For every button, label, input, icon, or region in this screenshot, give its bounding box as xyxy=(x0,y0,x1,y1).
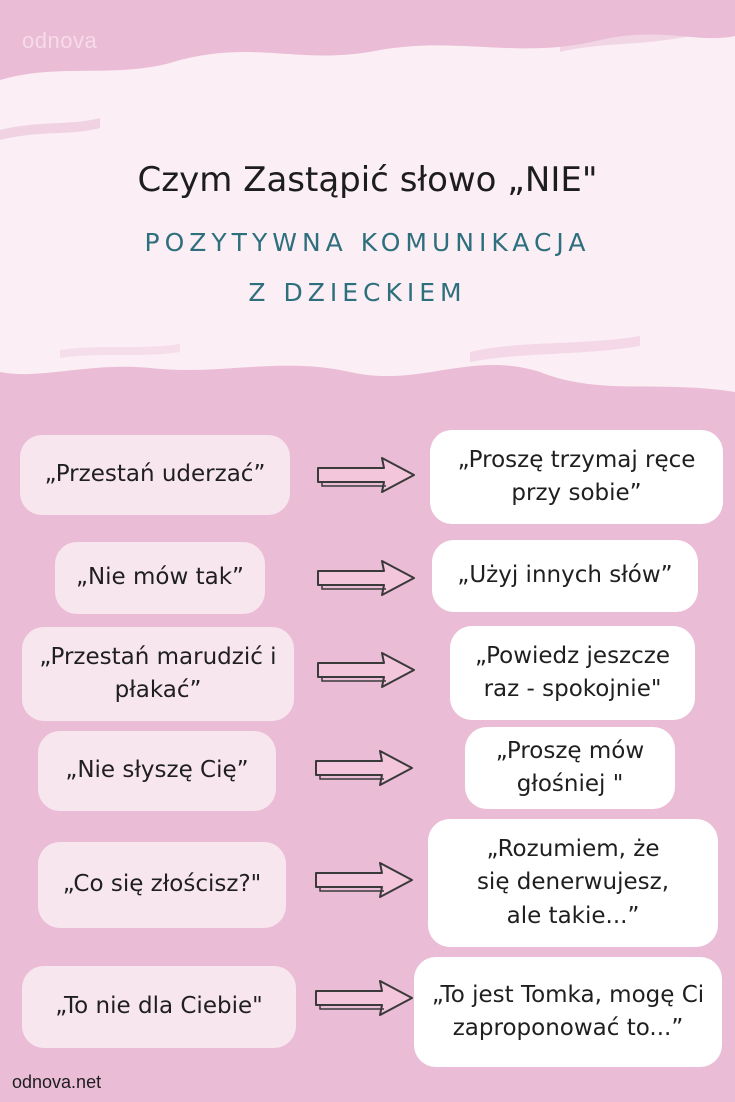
negative-phrase xyxy=(38,842,286,928)
subtitle-line-2: Z DZIECKIEM xyxy=(248,278,467,307)
positive-phrase xyxy=(414,957,722,1067)
negative-phrase-text: „Nie mów tak” xyxy=(76,564,244,591)
positive-phrase-text: „Rozumiem, że się denerwujesz, ale takie...” xyxy=(476,835,670,929)
negative-phrase xyxy=(55,542,265,614)
negative-phrase xyxy=(22,966,296,1048)
negative-phrase xyxy=(20,435,290,515)
page-title: Czym Zastąpić słowo „NIE" xyxy=(137,160,598,200)
brand-logo-top: odnova xyxy=(22,28,98,53)
negative-phrase xyxy=(38,731,276,811)
right-arrow-icon xyxy=(314,558,418,598)
right-arrow-icon xyxy=(314,455,418,495)
right-arrow-icon xyxy=(312,860,416,900)
negative-phrase-text: „Nie słyszę Cię” xyxy=(65,757,249,784)
subtitle-line-1: POZYTYWNA KOMUNIKACJA xyxy=(144,228,591,257)
right-arrow-icon xyxy=(312,978,416,1018)
positive-phrase-text: „Proszę mów głośniej " xyxy=(495,737,645,797)
positive-phrase xyxy=(465,727,675,809)
positive-phrase xyxy=(450,626,695,720)
positive-phrase xyxy=(428,819,718,947)
negative-phrase-text: „To nie dla Ciebie" xyxy=(55,993,263,1020)
positive-phrase-text: „Użyj innych słów” xyxy=(457,562,673,589)
positive-phrase xyxy=(432,540,698,612)
positive-phrase-text: „To jest Tomka, mogę Ci zaproponować to...” xyxy=(431,981,705,1041)
positive-phrase xyxy=(430,430,723,524)
right-arrow-icon xyxy=(312,748,416,788)
negative-phrase xyxy=(22,627,294,721)
positive-phrase-text: „Powiedz jeszcze raz - spokojnie" xyxy=(474,642,671,702)
negative-phrase-text: „Co się złościsz?" xyxy=(62,871,262,898)
negative-phrase-text: „Przestań uderzać” xyxy=(44,461,266,488)
right-arrow-icon xyxy=(314,650,418,690)
brand-footer: odnova.net xyxy=(12,1072,102,1092)
negative-phrase-text: „Przestań marudzić i płakać” xyxy=(39,643,277,703)
positive-phrase-text: „Proszę trzymaj ręce przy sobie” xyxy=(457,446,696,506)
